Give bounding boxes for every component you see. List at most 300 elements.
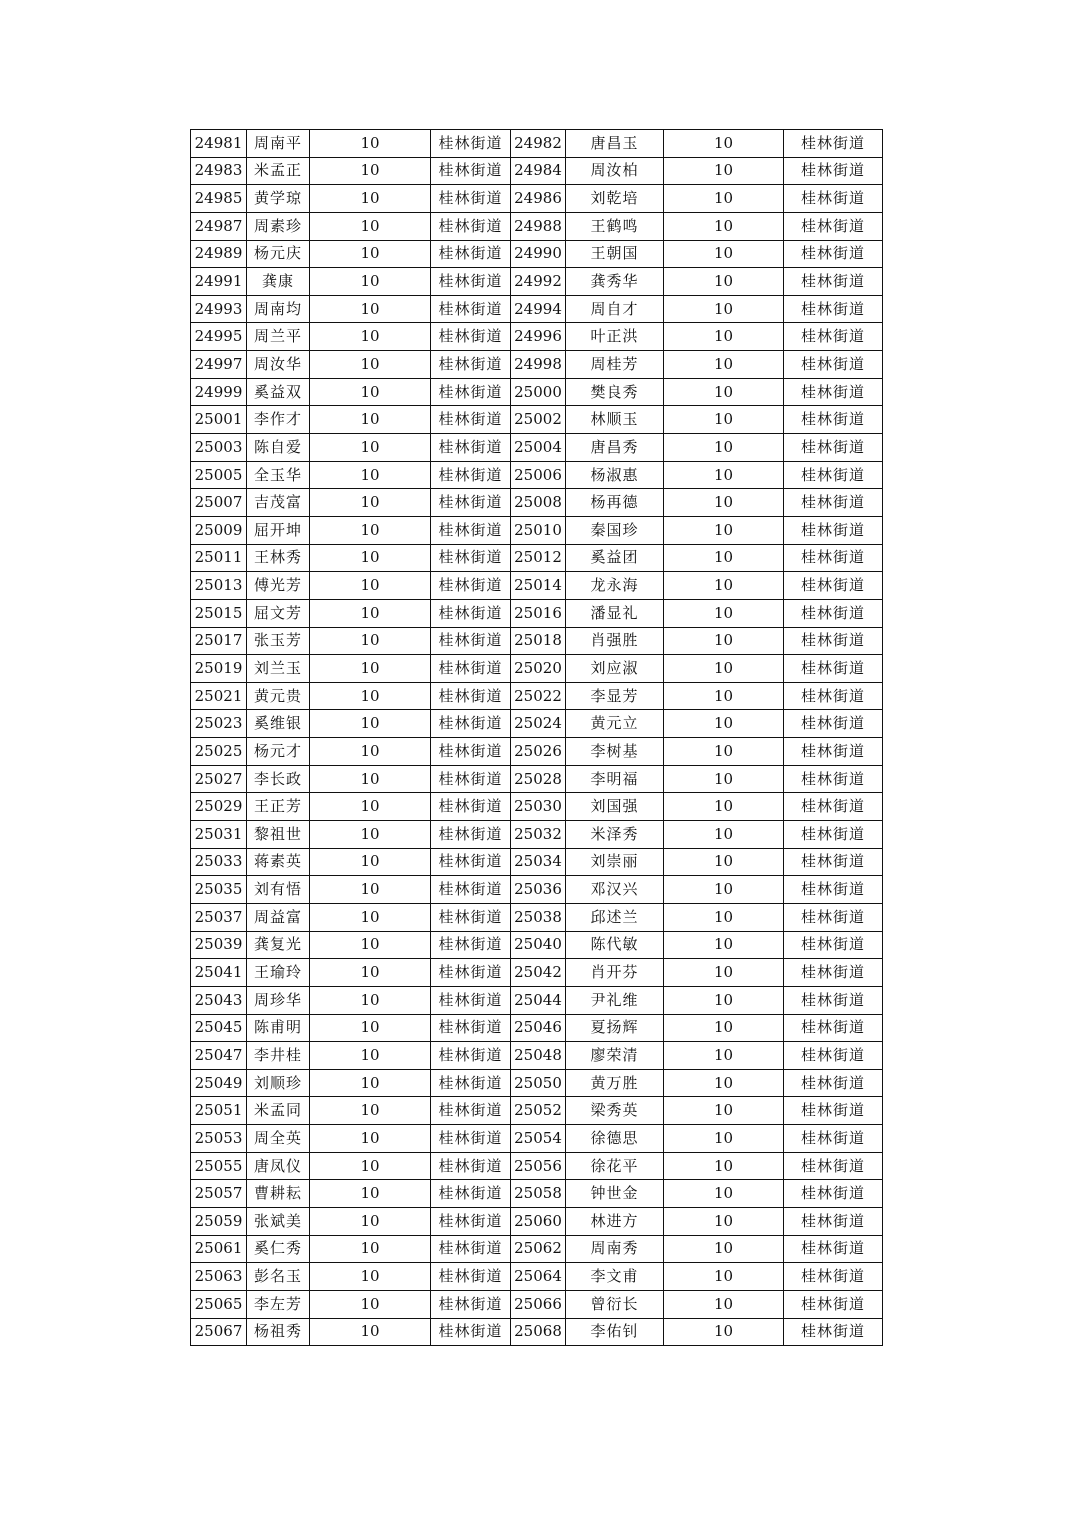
address-cell: 桂林街道 [784,931,883,959]
name-cell: 刘国强 [566,793,664,821]
amount-cell: 10 [310,378,431,406]
id-cell: 25068 [511,1318,566,1346]
name-cell: 刘应淑 [566,655,664,683]
amount-cell: 10 [664,1263,784,1291]
name-cell: 秦国珍 [566,516,664,544]
amount-cell: 10 [310,461,431,489]
address-cell: 桂林街道 [784,1042,883,1070]
address-cell: 桂林街道 [431,710,511,738]
amount-cell: 10 [664,876,784,904]
id-cell: 25054 [511,1125,566,1153]
table-row [191,1042,883,1070]
id-cell: 25040 [511,931,566,959]
name-cell: 梁秀英 [566,1097,664,1125]
amount-cell: 10 [310,157,431,185]
address-cell: 桂林街道 [784,1069,883,1097]
id-cell: 24999 [191,378,247,406]
address-cell: 桂林街道 [431,1152,511,1180]
name-cell: 傅光芳 [247,572,310,600]
name-cell: 陈甫明 [247,1014,310,1042]
name-cell: 刘有悟 [247,876,310,904]
address-cell: 桂林街道 [431,765,511,793]
amount-cell: 10 [664,710,784,738]
amount-cell: 10 [664,627,784,655]
table-row [191,1097,883,1125]
amount-cell: 10 [310,931,431,959]
address-cell: 桂林街道 [431,1125,511,1153]
id-cell: 25033 [191,848,247,876]
address-cell: 桂林街道 [784,821,883,849]
address-cell: 桂林街道 [784,1290,883,1318]
name-cell: 唐昌玉 [566,130,664,158]
address-cell: 桂林街道 [431,461,511,489]
table-row [191,434,883,462]
name-cell: 蒋素英 [247,848,310,876]
name-cell: 吉茂富 [247,489,310,517]
name-cell: 王瑜玲 [247,959,310,987]
address-cell: 桂林街道 [784,378,883,406]
address-cell: 桂林街道 [784,1180,883,1208]
table-row [191,821,883,849]
id-cell: 25018 [511,627,566,655]
amount-cell: 10 [310,1069,431,1097]
name-cell: 张玉芳 [247,627,310,655]
name-cell: 夏扬辉 [566,1014,664,1042]
name-cell: 屈开坤 [247,516,310,544]
name-cell: 杨祖秀 [247,1318,310,1346]
table-row [191,185,883,213]
address-cell: 桂林街道 [784,1097,883,1125]
table-row [191,1125,883,1153]
name-cell: 龚复光 [247,931,310,959]
amount-cell: 10 [310,627,431,655]
name-cell: 龙永海 [566,572,664,600]
table-row [191,765,883,793]
name-cell: 屈文芳 [247,599,310,627]
address-cell: 桂林街道 [784,959,883,987]
address-cell: 桂林街道 [431,1263,511,1291]
table-row [191,627,883,655]
amount-cell: 10 [664,986,784,1014]
amount-cell: 10 [664,130,784,158]
name-cell: 杨元庆 [247,240,310,268]
address-cell: 桂林街道 [431,738,511,766]
name-cell: 周桂芳 [566,351,664,379]
amount-cell: 10 [310,682,431,710]
table-row [191,1152,883,1180]
amount-cell: 10 [664,212,784,240]
address-cell: 桂林街道 [431,406,511,434]
amount-cell: 10 [310,516,431,544]
name-cell: 张斌美 [247,1207,310,1235]
name-cell: 王鹤鸣 [566,212,664,240]
name-cell: 李长政 [247,765,310,793]
amount-cell: 10 [310,1318,431,1346]
address-cell: 桂林街道 [431,378,511,406]
id-cell: 25022 [511,682,566,710]
table-row [191,1263,883,1291]
amount-cell: 10 [310,295,431,323]
amount-cell: 10 [310,1207,431,1235]
table-row [191,959,883,987]
address-cell: 桂林街道 [431,212,511,240]
table-row [191,710,883,738]
address-cell: 桂林街道 [784,240,883,268]
id-cell: 25032 [511,821,566,849]
name-cell: 周南平 [247,130,310,158]
amount-cell: 10 [664,516,784,544]
id-cell: 25057 [191,1180,247,1208]
address-cell: 桂林街道 [431,848,511,876]
amount-cell: 10 [310,903,431,931]
name-cell: 李左芳 [247,1290,310,1318]
id-cell: 25013 [191,572,247,600]
amount-cell: 10 [664,1318,784,1346]
name-cell: 奚益双 [247,378,310,406]
id-cell: 25039 [191,931,247,959]
name-cell: 黄元贵 [247,682,310,710]
amount-cell: 10 [664,323,784,351]
name-cell: 尹礼维 [566,986,664,1014]
amount-cell: 10 [310,185,431,213]
address-cell: 桂林街道 [784,599,883,627]
address-cell: 桂林街道 [431,1207,511,1235]
id-cell: 25003 [191,434,247,462]
amount-cell: 10 [310,848,431,876]
id-cell: 24989 [191,240,247,268]
address-cell: 桂林街道 [784,1235,883,1263]
id-cell: 24988 [511,212,566,240]
id-cell: 25052 [511,1097,566,1125]
name-cell: 杨淑惠 [566,461,664,489]
table-row [191,1014,883,1042]
name-cell: 邱述兰 [566,903,664,931]
amount-cell: 10 [310,655,431,683]
amount-cell: 10 [664,1042,784,1070]
table-row [191,738,883,766]
name-cell: 龚康 [247,268,310,296]
address-cell: 桂林街道 [431,295,511,323]
id-cell: 24995 [191,323,247,351]
address-cell: 桂林街道 [431,959,511,987]
address-cell: 桂林街道 [431,876,511,904]
address-cell: 桂林街道 [431,434,511,462]
id-cell: 25016 [511,599,566,627]
address-cell: 桂林街道 [784,489,883,517]
amount-cell: 10 [664,1207,784,1235]
table-row [191,212,883,240]
table-row [191,793,883,821]
table-row [191,157,883,185]
id-cell: 24992 [511,268,566,296]
id-cell: 25008 [511,489,566,517]
table-row [191,1290,883,1318]
table-row [191,903,883,931]
amount-cell: 10 [310,544,431,572]
id-cell: 24982 [511,130,566,158]
id-cell: 24984 [511,157,566,185]
table-row [191,655,883,683]
amount-cell: 10 [310,793,431,821]
name-cell: 曹耕耘 [247,1180,310,1208]
id-cell: 25048 [511,1042,566,1070]
address-cell: 桂林街道 [431,1014,511,1042]
amount-cell: 10 [664,268,784,296]
name-cell: 陈代敏 [566,931,664,959]
address-cell: 桂林街道 [431,157,511,185]
amount-cell: 10 [664,1014,784,1042]
table-row [191,931,883,959]
amount-cell: 10 [310,738,431,766]
name-cell: 李佑钊 [566,1318,664,1346]
id-cell: 25065 [191,1290,247,1318]
id-cell: 25029 [191,793,247,821]
table-row [191,1180,883,1208]
table-row [191,572,883,600]
id-cell: 24994 [511,295,566,323]
amount-cell: 10 [664,903,784,931]
address-cell: 桂林街道 [431,627,511,655]
id-cell: 24981 [191,130,247,158]
address-cell: 桂林街道 [431,130,511,158]
id-cell: 25006 [511,461,566,489]
address-cell: 桂林街道 [784,1152,883,1180]
address-cell: 桂林街道 [431,1318,511,1346]
name-cell: 周南秀 [566,1235,664,1263]
name-cell: 李文甫 [566,1263,664,1291]
id-cell: 24990 [511,240,566,268]
id-cell: 25038 [511,903,566,931]
name-cell: 曾衍长 [566,1290,664,1318]
address-cell: 桂林街道 [431,1290,511,1318]
address-cell: 桂林街道 [784,793,883,821]
id-cell: 25004 [511,434,566,462]
table-row [191,544,883,572]
address-cell: 桂林街道 [431,931,511,959]
id-cell: 25047 [191,1042,247,1070]
name-cell: 周汝柏 [566,157,664,185]
roster-table [190,129,883,1346]
address-cell: 桂林街道 [784,627,883,655]
id-cell: 24991 [191,268,247,296]
table-row [191,268,883,296]
id-cell: 25051 [191,1097,247,1125]
id-cell: 25031 [191,821,247,849]
amount-cell: 10 [664,295,784,323]
name-cell: 徐花平 [566,1152,664,1180]
address-cell: 桂林街道 [784,876,883,904]
id-cell: 25044 [511,986,566,1014]
address-cell: 桂林街道 [431,821,511,849]
name-cell: 奚益团 [566,544,664,572]
address-cell: 桂林街道 [784,544,883,572]
name-cell: 周汝华 [247,351,310,379]
address-cell: 桂林街道 [431,489,511,517]
amount-cell: 10 [664,157,784,185]
id-cell: 25021 [191,682,247,710]
id-cell: 25059 [191,1207,247,1235]
amount-cell: 10 [310,959,431,987]
id-cell: 25066 [511,1290,566,1318]
address-cell: 桂林街道 [784,295,883,323]
amount-cell: 10 [310,130,431,158]
address-cell: 桂林街道 [431,516,511,544]
name-cell: 李井桂 [247,1042,310,1070]
address-cell: 桂林街道 [431,185,511,213]
id-cell: 25034 [511,848,566,876]
amount-cell: 10 [664,378,784,406]
name-cell: 米孟正 [247,157,310,185]
id-cell: 25026 [511,738,566,766]
name-cell: 周自才 [566,295,664,323]
table-row [191,295,883,323]
id-cell: 25060 [511,1207,566,1235]
id-cell: 25055 [191,1152,247,1180]
amount-cell: 10 [664,765,784,793]
amount-cell: 10 [310,599,431,627]
address-cell: 桂林街道 [784,986,883,1014]
name-cell: 奚维银 [247,710,310,738]
id-cell: 25023 [191,710,247,738]
id-cell: 25046 [511,1014,566,1042]
id-cell: 25064 [511,1263,566,1291]
name-cell: 刘顺珍 [247,1069,310,1097]
table-row [191,323,883,351]
name-cell: 潘显礼 [566,599,664,627]
id-cell: 25019 [191,655,247,683]
address-cell: 桂林街道 [431,903,511,931]
amount-cell: 10 [664,434,784,462]
name-cell: 唐昌秀 [566,434,664,462]
name-cell: 李树基 [566,738,664,766]
table-row [191,240,883,268]
id-cell: 25053 [191,1125,247,1153]
table-row [191,876,883,904]
address-cell: 桂林街道 [784,461,883,489]
address-cell: 桂林街道 [784,434,883,462]
amount-cell: 10 [310,1263,431,1291]
table-row [191,461,883,489]
name-cell: 唐凤仪 [247,1152,310,1180]
address-cell: 桂林街道 [431,1180,511,1208]
amount-cell: 10 [310,765,431,793]
address-cell: 桂林街道 [784,1263,883,1291]
address-cell: 桂林街道 [431,240,511,268]
address-cell: 桂林街道 [431,682,511,710]
name-cell: 邓汉兴 [566,876,664,904]
id-cell: 25035 [191,876,247,904]
table-row [191,986,883,1014]
amount-cell: 10 [310,240,431,268]
address-cell: 桂林街道 [431,655,511,683]
id-cell: 25037 [191,903,247,931]
address-cell: 桂林街道 [784,1207,883,1235]
table-row [191,516,883,544]
name-cell: 刘乾培 [566,185,664,213]
address-cell: 桂林街道 [431,268,511,296]
name-cell: 樊良秀 [566,378,664,406]
amount-cell: 10 [664,406,784,434]
amount-cell: 10 [664,572,784,600]
name-cell: 李显芳 [566,682,664,710]
name-cell: 周兰平 [247,323,310,351]
name-cell: 周全英 [247,1125,310,1153]
table-row [191,406,883,434]
name-cell: 杨元才 [247,738,310,766]
amount-cell: 10 [310,876,431,904]
address-cell: 桂林街道 [784,323,883,351]
amount-cell: 10 [664,821,784,849]
amount-cell: 10 [310,351,431,379]
address-cell: 桂林街道 [784,1125,883,1153]
amount-cell: 10 [664,1152,784,1180]
address-cell: 桂林街道 [784,765,883,793]
amount-cell: 10 [310,1125,431,1153]
name-cell: 黄万胜 [566,1069,664,1097]
address-cell: 桂林街道 [431,986,511,1014]
amount-cell: 10 [664,682,784,710]
name-cell: 徐德思 [566,1125,664,1153]
amount-cell: 10 [310,572,431,600]
name-cell: 黄学琼 [247,185,310,213]
id-cell: 25009 [191,516,247,544]
amount-cell: 10 [664,1097,784,1125]
id-cell: 25050 [511,1069,566,1097]
name-cell: 周珍华 [247,986,310,1014]
id-cell: 25012 [511,544,566,572]
id-cell: 24985 [191,185,247,213]
id-cell: 25049 [191,1069,247,1097]
id-cell: 25015 [191,599,247,627]
address-cell: 桂林街道 [431,323,511,351]
id-cell: 24993 [191,295,247,323]
address-cell: 桂林街道 [784,351,883,379]
amount-cell: 10 [310,710,431,738]
id-cell: 25030 [511,793,566,821]
amount-cell: 10 [310,489,431,517]
id-cell: 25014 [511,572,566,600]
address-cell: 桂林街道 [784,268,883,296]
id-cell: 24983 [191,157,247,185]
table-row [191,599,883,627]
amount-cell: 10 [664,351,784,379]
name-cell: 周南均 [247,295,310,323]
amount-cell: 10 [664,1125,784,1153]
table-row [191,1069,883,1097]
name-cell: 林顺玉 [566,406,664,434]
id-cell: 25062 [511,1235,566,1263]
amount-cell: 10 [310,821,431,849]
address-cell: 桂林街道 [784,1014,883,1042]
id-cell: 25045 [191,1014,247,1042]
table-row [191,489,883,517]
id-cell: 25056 [511,1152,566,1180]
address-cell: 桂林街道 [784,157,883,185]
amount-cell: 10 [664,461,784,489]
name-cell: 周素珍 [247,212,310,240]
amount-cell: 10 [664,489,784,517]
amount-cell: 10 [310,1152,431,1180]
name-cell: 龚秀华 [566,268,664,296]
amount-cell: 10 [310,1042,431,1070]
name-cell: 刘崇丽 [566,848,664,876]
name-cell: 杨再德 [566,489,664,517]
address-cell: 桂林街道 [784,655,883,683]
table-row [191,1318,883,1346]
id-cell: 25067 [191,1318,247,1346]
id-cell: 25024 [511,710,566,738]
address-cell: 桂林街道 [784,185,883,213]
